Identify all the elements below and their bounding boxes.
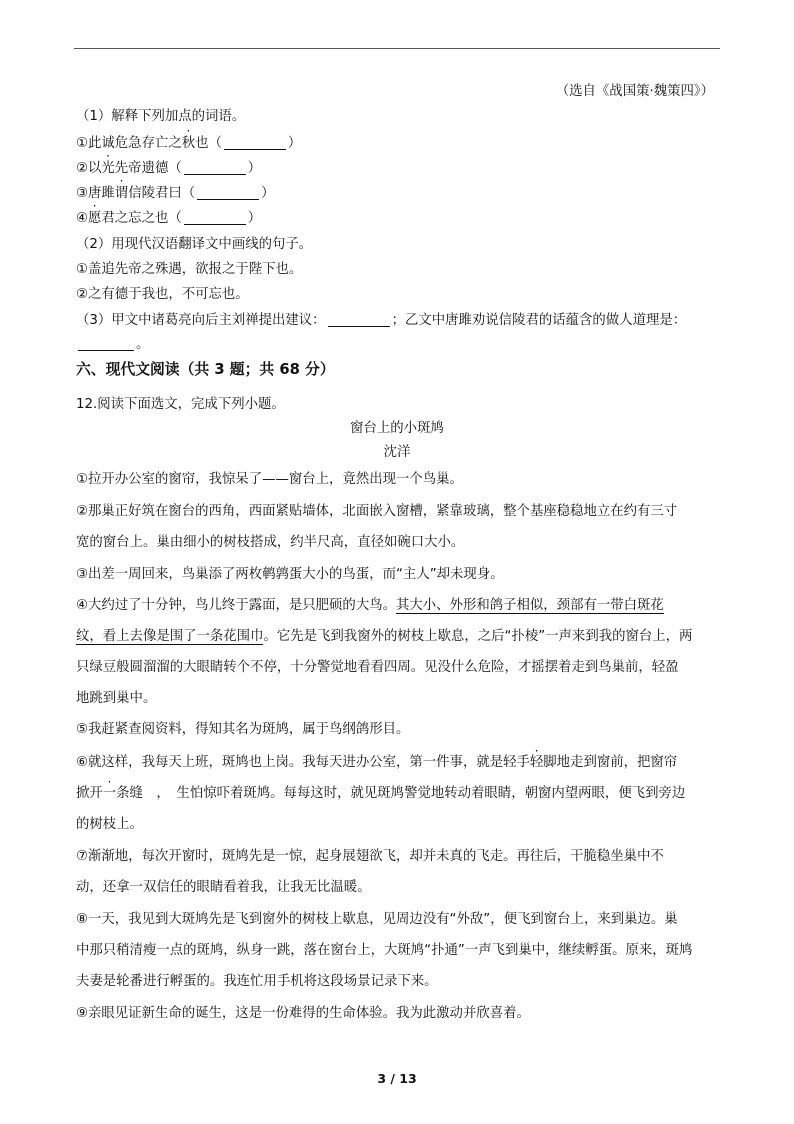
header-rule <box>74 48 720 49</box>
paragraph-6-line-1: ⑥就这样，我每天上班，斑鸠也上岗。我每天进办公室，第一件事，就是轻手轻脚地 ·走到窗前，把窗帘 <box>76 754 677 772</box>
answer-blank[interactable] <box>184 161 246 175</box>
paragraph-3: ③出差一周回来，鸟巢添了两枚鹌鹑蛋大小的鸟蛋，而“主人”却未现身。 <box>76 567 504 582</box>
paragraph-4-line-1: ④大约过了十分钟，鸟儿终于露面，是只肥硕的大鸟。其大小、外形和鸽子相似，颈部有一带白斑花 <box>76 598 664 613</box>
q2-item-2: ②之有德于我也，不可忘也。 <box>76 287 249 302</box>
page-number: 3 / 13 <box>377 1071 417 1086</box>
answer-blank[interactable] <box>328 313 390 327</box>
article-title: 窗台上的小斑鸠 <box>350 421 444 436</box>
paragraph-2-line-2: 宽的窗台上。巢由细小的树枝搭成，约半尺高，直径如碗口大小。 <box>76 535 465 550</box>
q1-item-1: ①此诚危急存亡之秋也（ ） <box>76 136 302 151</box>
answer-blank[interactable] <box>184 211 246 225</box>
paragraph-8-line-3: 夫妻是轮番进行孵蛋的。我连忙用手机将这段场景记录下来。 <box>76 974 438 989</box>
q2-prompt: （2）用现代汉语翻译文中画线的句子。 <box>76 237 313 252</box>
answer-blank[interactable] <box>197 186 259 200</box>
paragraph-6-line-3: 的树枝上。 <box>76 817 143 832</box>
q1-prompt: （1）解释下列加点的词语。 <box>76 109 246 124</box>
paragraph-1: ①拉开办公室的窗帘，我惊呆了——窗台上，竟然出现一个鸟巢。 <box>76 472 463 487</box>
paragraph-8-line-1: ⑧一天，我见到大斑鸠先是飞到窗外的树枝上歇息，见周边没有“外敌”，便飞到窗台上，来到巢边。巢 <box>76 912 678 927</box>
q3-line: （3）甲文中诸葛亮向后主刘禅提出建议： ；乙文中唐雎劝说信陵君的话蕴含的做人道理是： <box>76 313 687 328</box>
paragraph-9: ⑨亲眼见证新生命的诞生，这是一份难得的生命体验。我为此激动并欣喜着。 <box>76 1006 530 1021</box>
paragraph-4-line-4: 地跳到巢中。 <box>76 691 157 706</box>
paragraph-4-line-2: 纹，看上去像是围了一条花围巾。它先是飞到我窗外的树枝上歇息，之后“扑棱”一声来到我的窗台上，两 <box>76 629 693 644</box>
paragraph-7-line-1: ⑦渐渐地，每次开窗时，斑鸠先是一惊，起身展翅欲飞，却并未真的飞走。再往后，干脆稳坐巢中不 <box>76 849 664 864</box>
article-author: 沈洋 <box>383 445 411 460</box>
answer-blank[interactable] <box>224 136 286 150</box>
paragraph-4-line-3: 只绿豆般圆溜溜的大眼睛转个不停，十分警觉地看看四周。见没什么危险，才摇摆着走到鸟巢前，轻盈 <box>76 660 679 675</box>
paragraph-2-line-1: ②那巢正好筑在窗台的西角，西面紧贴墙体，北面嵌入窗槽，紧靠玻璃，整个基座稳稳地立在约有三寸 <box>76 504 678 519</box>
q3-line-2: 。 <box>76 336 149 354</box>
q1-item-2: ②以光先帝遗德（ ） <box>76 161 262 176</box>
dotted-phrase: 掀开一条缝 · <box>76 786 143 801</box>
question-12: 12.阅读下面选文，完成下列小题。 <box>76 397 285 412</box>
dotted-phrase: 轻手轻脚地 · <box>503 755 570 770</box>
paragraph-6-line-2: 掀开一条缝 · ， 生怕惊吓着斑鸠。每每这时，就见斑鸠警觉地转动着眼睛，朝窗内望两眼，便飞到旁边 <box>76 785 685 803</box>
paragraph-7-line-2: 动，还拿一双信任的眼睛看着我，让我无比温暖。 <box>76 880 371 895</box>
underlined-sentence: 其大小、外形和鸽子相似，颈部有一带白斑花 <box>396 598 664 613</box>
source-citation: （选自《战国策·魏策四》） <box>555 84 714 99</box>
section-title: 六、现代文阅读（共 3 题；共 68 分） <box>76 361 335 378</box>
q1-item-4: ④愿君之忘之也（ ） <box>76 211 262 226</box>
underlined-sentence: 纹，看上去像是围了一条花围巾 <box>76 629 264 644</box>
answer-blank[interactable] <box>78 337 134 351</box>
paragraph-8-line-2: 中那只稍清瘦一点的斑鸠，纵身一跳，落在窗台上，大斑鸠“扑通”一声飞到巢中，继续孵蛋。原来，斑鸠 <box>76 943 693 958</box>
q2-item-1: ①盖追先帝之殊遇，欲报之于陛下也。 <box>76 262 303 277</box>
q1-item-3: ③唐雎谓信陵君曰（ ） <box>76 186 275 201</box>
paragraph-5: ⑤我赶紧查阅资料，得知其名为斑鸠，属于鸟纲鸽形目。 <box>76 722 410 737</box>
